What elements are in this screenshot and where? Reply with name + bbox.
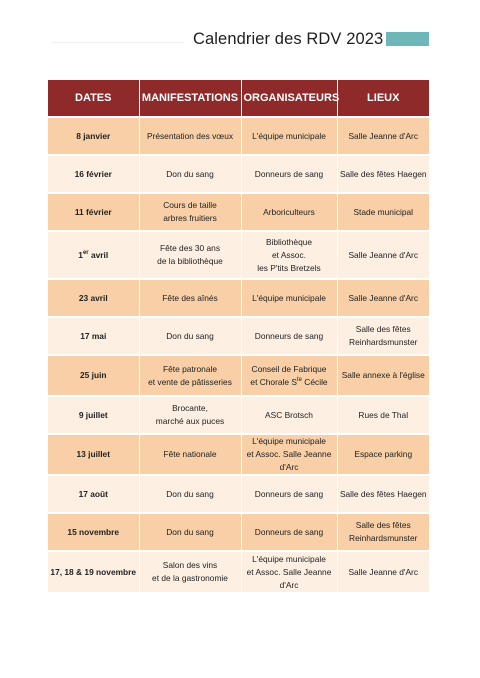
cell-organisateur [241, 514, 337, 550]
cell-lieu [337, 356, 429, 395]
cell-manifestation [139, 476, 241, 512]
cell-manifestation [139, 318, 241, 354]
table-row [48, 397, 429, 433]
cell-date: 16 février [48, 156, 139, 192]
cell-line: Cours de taille [163, 200, 217, 210]
table-row [48, 194, 429, 230]
cell-date: 23 avril [48, 280, 139, 316]
header-dates: DATES [48, 80, 139, 116]
cell-line: et de la gastronomie [152, 573, 228, 583]
cell-line: ASC Brotsch [265, 409, 313, 420]
cell-line: Conseil de Fabrique [251, 363, 327, 374]
cell-line: Salle annexe à l'église [341, 370, 425, 380]
table-row [48, 552, 429, 592]
cell-organisateur [241, 552, 337, 592]
table-row [48, 435, 429, 474]
cell-organisateur [241, 194, 337, 230]
cell-date: 8 janvier [48, 118, 139, 154]
cell-line: arbres fruitiers [163, 213, 217, 223]
cell-line: L'équipe municipale [252, 292, 326, 303]
cell-line: Présentation des vœux [146, 130, 234, 141]
cell-line: Reinhardsmunster [349, 533, 418, 543]
cell-lieu [337, 397, 429, 433]
cell-organisateur [241, 232, 337, 278]
cell-line: Salle des fêtes [355, 324, 411, 334]
cell-line: Donneurs de sang [254, 488, 324, 499]
cell-line: Arboriculteurs [263, 206, 315, 217]
cell-organisateur [241, 397, 337, 433]
cell-line: de la bibliothèque [157, 256, 223, 266]
cell-organisateur [241, 318, 337, 354]
cell-organisateur [241, 356, 337, 395]
cell-organisateur [241, 476, 337, 512]
table-body [48, 116, 429, 594]
table-row [48, 514, 429, 550]
cell-line: Don du sang [166, 526, 214, 537]
cell-line: Don du sang [166, 168, 214, 179]
table-row [48, 156, 429, 192]
cell-manifestation [139, 435, 241, 474]
cell-line: et Assoc. [272, 249, 306, 260]
cell-date: 13 juillet [48, 435, 139, 474]
cell-line: L'équipe municipale [252, 130, 326, 141]
cell-manifestation [139, 280, 241, 316]
cell-manifestation [139, 156, 241, 192]
cell-organisateur [241, 118, 337, 154]
header-manifestations: MANIFESTATIONS [139, 80, 241, 116]
cell-manifestation [139, 232, 241, 278]
cell-lieu [337, 514, 429, 550]
cell-organisateur [241, 435, 337, 474]
page-title: Calendrier des RDV 2023 [193, 30, 384, 48]
cell-line: Salle Jeanne d'Arc [348, 130, 419, 141]
date-number: 1 [78, 249, 83, 260]
cell-line: Fête nationale [163, 449, 217, 459]
cell-line: Don du sang [166, 330, 214, 341]
cell-line: marché aux puces [155, 416, 225, 426]
cell-line: et Assoc. Salle Jeanne d'Arc [246, 449, 332, 472]
cell-lieu [337, 280, 429, 316]
table-header-row [48, 80, 429, 116]
cell-line: Salle des fêtes [355, 520, 411, 530]
spacer-cell [48, 592, 429, 594]
cell-line: Donneurs de sang [254, 168, 324, 179]
cell-lieu [337, 118, 429, 154]
cell-line: Rues de Thal [358, 409, 409, 420]
cell-line: Brocante, [172, 403, 208, 413]
calendar-table [48, 80, 429, 594]
org-superscript: te [296, 376, 302, 383]
cell-date: 17 mai [48, 318, 139, 354]
cell-date: 11 février [48, 194, 139, 230]
cell-lieu [337, 156, 429, 192]
header-lieux: LIEUX [337, 80, 429, 116]
cell-manifestation [139, 194, 241, 230]
cell-line: et Assoc. Salle Jeanne d'Arc [246, 566, 332, 590]
row-spacer [48, 592, 429, 594]
cell-line: L'équipe municipale [252, 436, 326, 446]
cell-date [48, 232, 139, 278]
cell-line: Stade municipal [353, 206, 414, 217]
cell-line: Salon des vins [162, 560, 218, 570]
cell-line: Fête des aînés [162, 292, 218, 303]
accent-box [386, 32, 429, 46]
cell-line: L'équipe municipale [252, 553, 326, 564]
cell-line: Fête patronale [162, 363, 217, 374]
cell-line: Donneurs de sang [254, 330, 324, 341]
cell-lieu [337, 318, 429, 354]
cell-line: Donneurs de sang [254, 526, 324, 537]
cell-manifestation [139, 514, 241, 550]
cell-manifestation [139, 397, 241, 433]
cell-date: 17, 18 & 19 novembre [48, 552, 139, 592]
faded-header-rule [52, 42, 184, 49]
table-row [48, 476, 429, 512]
cell-lieu [337, 435, 429, 474]
org-text: et Chorale S [250, 376, 297, 387]
cell-line: les P'tits Bretzels [257, 262, 321, 273]
cell-line: Salle Jeanne d'Arc [348, 292, 419, 303]
cell-line: Fête des 30 ans [159, 243, 221, 253]
cell-line: Salle des fêtes Haegen [339, 168, 427, 179]
org-text: Cécile [301, 376, 328, 387]
date-superscript: er [82, 249, 89, 256]
cell-line: Salle Jeanne d'Arc [348, 566, 419, 577]
cell-manifestation [139, 118, 241, 154]
table-row [48, 356, 429, 395]
cell-organisateur [241, 280, 337, 316]
cell-line: et vente de pâtisseries [148, 376, 232, 387]
cell-lieu [337, 476, 429, 512]
cell-lieu [337, 552, 429, 592]
table-row [48, 318, 429, 354]
cell-lieu [337, 232, 429, 278]
cell-date: 25 juin [48, 356, 139, 395]
table-row [48, 118, 429, 154]
cell-line: Bibliothèque [265, 236, 313, 247]
cell-line: Don du sang [166, 488, 214, 499]
cell-line: Salle Jeanne d'Arc [348, 249, 419, 260]
table-row [48, 280, 429, 316]
cell-line: Espace parking [354, 449, 413, 459]
cell-manifestation [139, 552, 241, 592]
cell-date: 17 août [48, 476, 139, 512]
cell-date: 15 novembre [48, 514, 139, 550]
cell-organisateur [241, 156, 337, 192]
cell-lieu [337, 194, 429, 230]
table-row [48, 232, 429, 278]
header-organisateurs: ORGANISATEURS [241, 80, 337, 116]
cell-line: Salle des fêtes Haegen [339, 488, 427, 499]
date-month: avril [88, 249, 109, 260]
cell-line [244, 376, 335, 389]
cell-date: 9 juillet [48, 397, 139, 433]
cell-manifestation [139, 356, 241, 395]
cell-line: Reinhardsmunster [349, 337, 418, 347]
